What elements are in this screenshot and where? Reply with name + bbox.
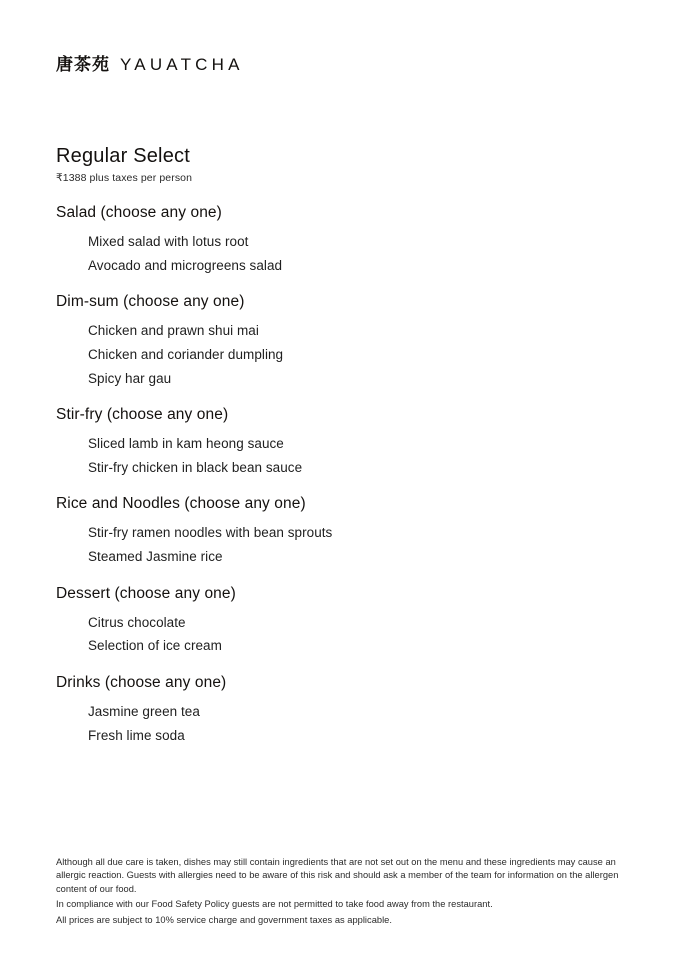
brand-cjk-text: 唐茶苑 bbox=[56, 55, 110, 75]
list-item: Steamed Jasmine rice bbox=[88, 549, 223, 564]
course-title: Stir-fry (choose any one) bbox=[56, 406, 229, 424]
list-item: Citrus chocolate bbox=[88, 614, 186, 630]
menu-section bbox=[56, 145, 624, 763]
course-title: Rice and Noodles (choose any one) bbox=[56, 495, 306, 513]
list-item: Avocado and microgreens salad bbox=[88, 257, 283, 273]
list-item: Stir-fry ramen noodles with bean sprouts bbox=[88, 525, 333, 541]
course-item-list bbox=[56, 230, 624, 277]
brand-latin-text: YAUATCHA bbox=[120, 55, 244, 74]
course-block bbox=[56, 674, 624, 747]
course-block bbox=[56, 406, 624, 479]
course-block bbox=[56, 204, 624, 277]
list-item: Sliced lamb in kam heong sauce bbox=[88, 436, 284, 452]
course-item-list bbox=[56, 319, 624, 390]
course-title: Dim-sum (choose any one) bbox=[56, 293, 245, 311]
list-item: Stir-fry chicken in black bean sauce bbox=[88, 459, 303, 475]
course-title: Salad (choose any one) bbox=[56, 204, 222, 221]
list-item: Mixed salad with lotus root bbox=[88, 234, 249, 249]
brand-logo bbox=[56, 50, 244, 75]
course-title: Dessert (choose any one) bbox=[56, 584, 236, 602]
course-item-list bbox=[56, 521, 624, 568]
list-item: Chicken and prawn shui mai bbox=[88, 323, 259, 339]
footer-disclaimer bbox=[56, 856, 630, 927]
list-item: Jasmine green tea bbox=[88, 703, 200, 719]
list-item: Fresh lime soda bbox=[88, 727, 185, 743]
course-item-list bbox=[56, 700, 624, 747]
menu-title: Regular Select bbox=[56, 145, 190, 167]
footer-line: All prices are subject to 10% service charge and government taxes as applicable. bbox=[56, 914, 392, 925]
footer-line: In compliance with our Food Safety Policy guests are not permitted to take food away from the restaurant. bbox=[56, 899, 493, 910]
course-item-list bbox=[56, 611, 624, 658]
course-title: Drinks (choose any one) bbox=[56, 673, 227, 691]
list-item: Selection of ice cream bbox=[88, 638, 222, 654]
course-block bbox=[56, 495, 624, 568]
course-block bbox=[56, 585, 624, 658]
list-item: Chicken and coriander dumpling bbox=[88, 346, 284, 362]
menu-price: ₹1388 plus taxes per person bbox=[56, 172, 193, 184]
course-block bbox=[56, 293, 624, 390]
footer-line: Although all due care is taken, dishes may still contain ingredients that are not set out on the menu and these ingredients may cause an allergic reaction. Guests with allergies need to be aware of this risk and should ask a member of the team for information on the allergen content of our food. bbox=[56, 856, 619, 894]
list-item: Spicy har gau bbox=[88, 370, 172, 386]
course-item-list bbox=[56, 432, 624, 479]
